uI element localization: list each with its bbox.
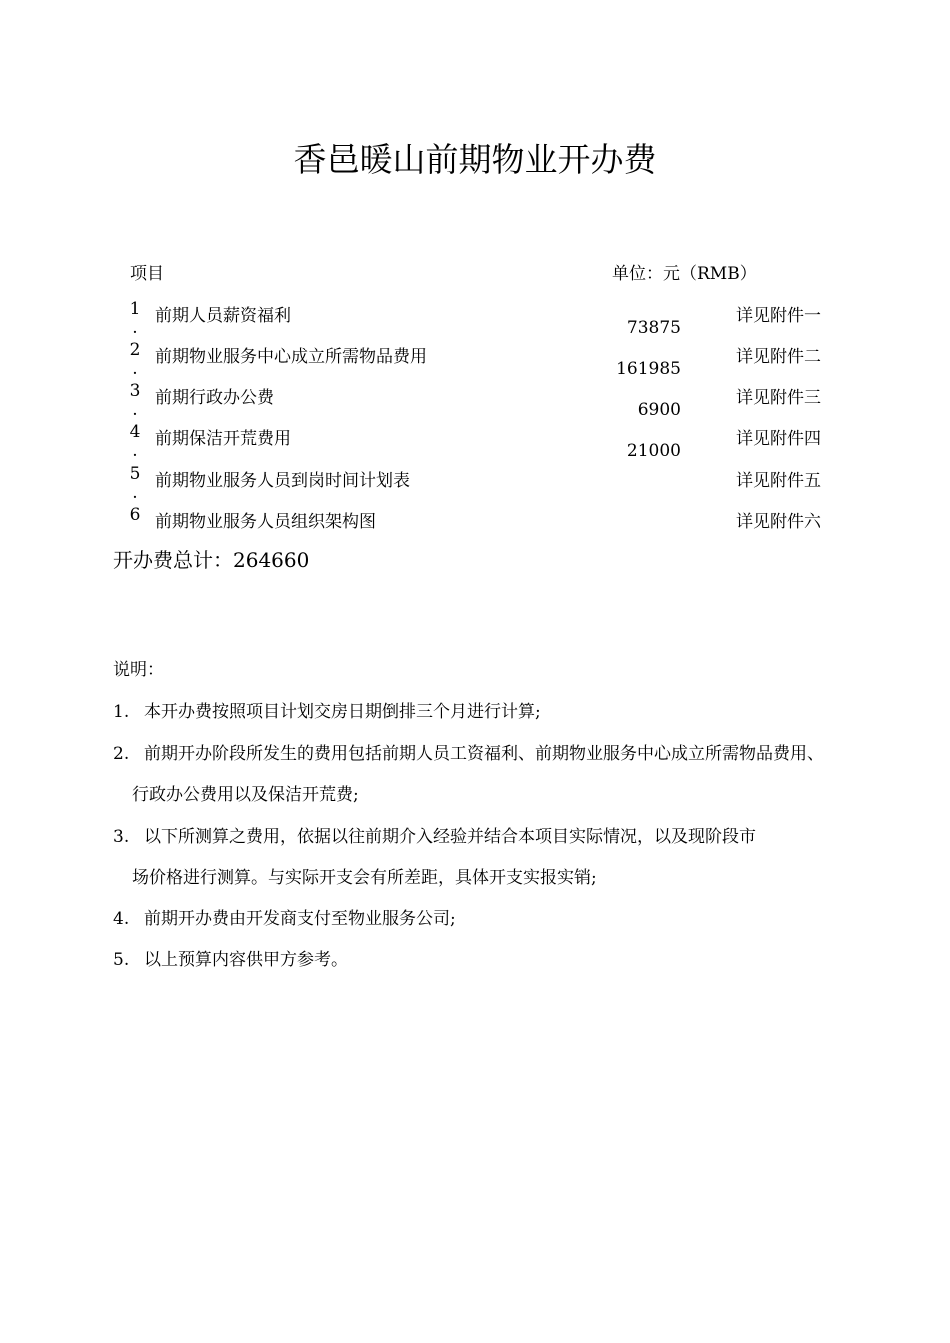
expense-row [0,340,950,386]
expense-row [0,505,950,551]
item-name: 前期物业服务人员组织架构图 [155,512,376,532]
expense-row [0,299,950,345]
item-name: 前期保洁开荒费用 [155,429,291,449]
item-name: 前期人员薪资福利 [155,306,291,326]
row-number: 1 . [129,299,141,338]
note-number: 3. [113,827,130,847]
row-number: 4 . [129,422,141,461]
note-number: 4. [113,909,130,929]
row-number: 6 [129,505,141,525]
note-text-continued: 行政办公费用以及保洁开荒费; [132,785,359,805]
unit-label: 单位：元（RMB） [612,264,757,284]
total-amount: 开办费总计：264660 [113,548,310,572]
item-amount: 6900 [637,400,681,420]
item-name: 前期物业服务人员到岗时间计划表 [155,471,410,491]
notes-heading: 说明： [113,660,164,680]
item-amount: 21000 [626,441,681,461]
row-number: 2 . [129,340,141,379]
attachment-ref: 详见附件四 [736,429,821,449]
note-text: 以上预算内容供甲方参考。 [144,950,348,970]
expense-row [0,422,950,468]
note-text: 以下所测算之费用，依据以往前期介入经验并结合本项目实际情况，以及现阶段市 [144,827,756,847]
attachment-ref: 详见附件二 [736,347,821,367]
document-title: 香邑暖山前期物业开办费 [293,140,657,179]
attachment-ref: 详见附件一 [736,306,821,326]
item-name: 前期物业服务中心成立所需物品费用 [155,347,427,367]
item-amount: 73875 [626,318,681,338]
attachment-ref: 详见附件五 [736,471,821,491]
row-number: 5 . [129,464,141,503]
note-text-continued: 场价格进行测算。与实际开支会有所差距，具体开支实报实销; [132,868,597,888]
note-number: 5. [113,950,130,970]
note-text: 本开办费按照项目计划交房日期倒排三个月进行计算; [144,702,541,722]
item-name: 前期行政办公费 [155,388,274,408]
column-header-item: 项目 [130,264,164,284]
attachment-ref: 详见附件三 [736,388,821,408]
note-text: 前期开办费由开发商支付至物业服务公司; [144,909,456,929]
expense-row [0,464,950,510]
item-amount: 161985 [616,359,681,379]
expense-row [0,381,950,427]
note-number: 1. [113,702,130,722]
note-text: 前期开办阶段所发生的费用包括前期人员工资福利、前期物业服务中心成立所需物品费用、 [144,744,824,764]
attachment-ref: 详见附件六 [736,512,821,532]
note-number: 2. [113,744,130,764]
row-number: 3 . [129,381,141,420]
